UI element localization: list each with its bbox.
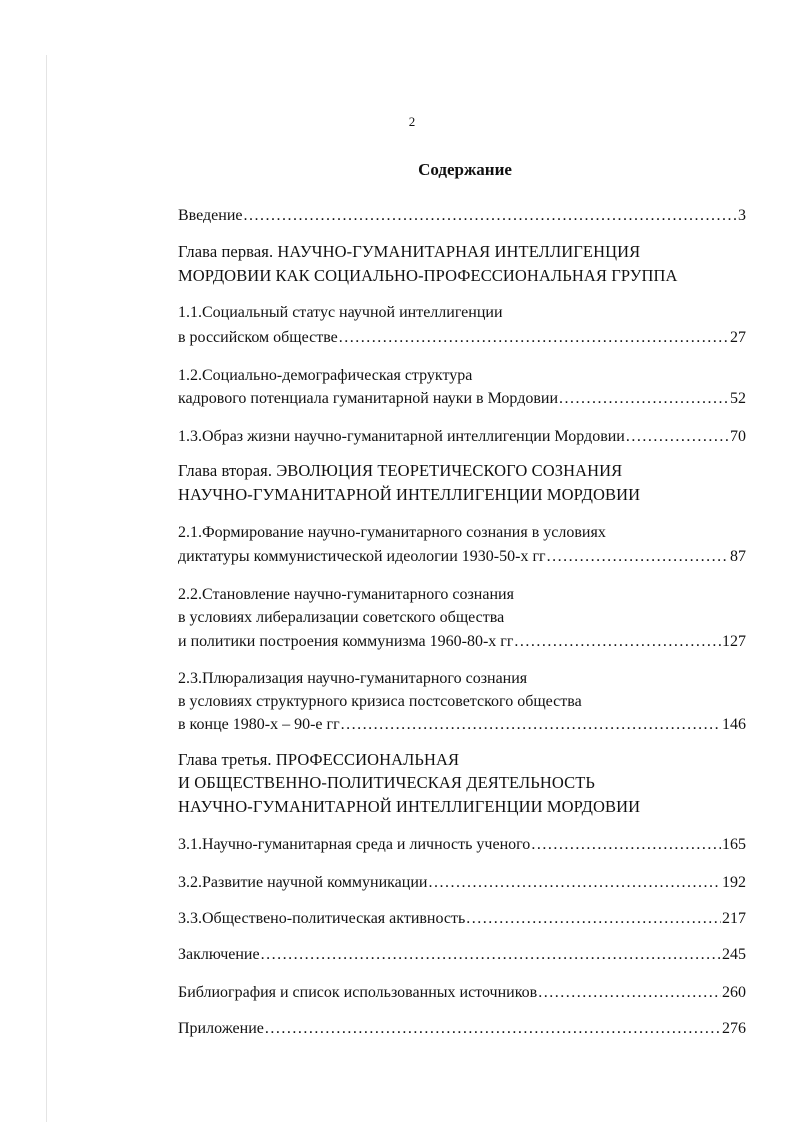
chapter-3-heading-line1[interactable]: Глава третья. ПРОФЕССИОНАЛЬНАЯ — [178, 750, 460, 769]
entry-page: 127 — [722, 633, 746, 650]
entry-text: в российском обществе — [178, 329, 338, 346]
toc-entry-2-3-line2[interactable]: в условиях структурного кризиса постсоветского общества — [178, 693, 582, 710]
toc-entry-2-2-line2[interactable]: в условиях либерализации советского общества — [178, 609, 505, 626]
page-number: 2 — [408, 114, 416, 129]
leader-dots — [466, 909, 721, 929]
page-edge — [46, 55, 47, 1122]
leader-dots — [339, 328, 729, 348]
toc-entry-bibliography[interactable] — [178, 983, 746, 1003]
chapter-3-heading-line2[interactable]: И ОБЩЕСТВЕННО-ПОЛИТИЧЕСКАЯ ДЕЯТЕЛЬНОСТЬ — [178, 773, 595, 792]
leader-dots — [261, 945, 721, 965]
entry-page: 192 — [722, 874, 746, 891]
toc-entry-2-3-line1[interactable]: 2.3.Плюрализация научно-гуманитарного сознания — [178, 670, 528, 687]
toc-entry-2-2-line1[interactable]: 2.2.Становление научно-гуманитарного сознания — [178, 586, 514, 603]
entry-text: 3.3.Общественo-политическая активность — [178, 910, 466, 927]
entry-page: 70 — [730, 428, 746, 445]
leader-dots — [538, 983, 721, 1003]
leader-dots — [341, 715, 721, 735]
leader-dots — [428, 873, 721, 893]
entry-text: Заключение — [178, 946, 260, 963]
leader-dots — [626, 427, 729, 447]
toc-entry-3-1[interactable] — [178, 835, 746, 855]
entry-page: 217 — [722, 910, 746, 927]
toc-entry-1-2[interactable] — [178, 389, 746, 409]
toc-entry-2-3[interactable] — [178, 715, 746, 735]
chapter-1-heading-line2[interactable]: МОРДОВИИ КАК СОЦИАЛЬНО-ПРОФЕССИОНАЛЬНАЯ ГРУППА — [178, 266, 678, 285]
entry-page: 165 — [722, 836, 746, 853]
leader-dots — [514, 632, 721, 652]
leader-dots — [244, 206, 738, 226]
toc-entry-2-1[interactable] — [178, 547, 746, 567]
leader-dots — [531, 835, 721, 855]
entry-page: 245 — [722, 946, 746, 963]
leader-dots — [265, 1019, 721, 1039]
chapter-2-heading-line2[interactable]: НАУЧНО-ГУМАНИТАРНОЙ ИНТЕЛЛИГЕНЦИИ МОРДОВИИ — [178, 485, 641, 504]
chapter-2-heading-line1[interactable]: Глава вторая. ЭВОЛЮЦИЯ ТЕОРЕТИЧЕСКОГО СОЗНАНИЯ — [178, 461, 623, 480]
entry-text: 1.3.Образ жизни научно-гуманитарной интеллигенции Мордовии — [178, 428, 625, 445]
toc-entry-1-1-line1[interactable]: 1.1.Социальный статус научной интеллигенции — [178, 304, 503, 321]
entry-text: 3.1.Научно-гуманитарная среда и личность ученого — [178, 836, 531, 853]
entry-text: диктатуры коммунистической идеологии 1930-50-х гг — [178, 548, 546, 565]
entry-page: 52 — [730, 390, 746, 407]
entry-page: 260 — [722, 984, 746, 1001]
entry-page: 87 — [730, 548, 746, 565]
toc-entry-conclusion[interactable] — [178, 945, 746, 965]
toc-entry-1-1[interactable] — [178, 328, 746, 348]
entry-text: Приложение — [178, 1020, 264, 1037]
toc-entry-2-2[interactable] — [178, 632, 746, 652]
leader-dots — [547, 547, 729, 567]
entry-page: 3 — [738, 207, 746, 224]
entry-page: 27 — [730, 329, 746, 346]
entry-text: и политики построения коммунизма 1960-80-х гг — [178, 633, 514, 650]
chapter-1-heading-line1[interactable]: Глава первая. НАУЧНО-ГУМАНИТАРНАЯ ИНТЕЛЛИГЕНЦИЯ — [178, 242, 641, 261]
toc-entry-3-2[interactable] — [178, 873, 746, 893]
toc-entry-1-3[interactable] — [178, 427, 746, 447]
chapter-3-heading-line3[interactable]: НАУЧНО-ГУМАНИТАРНОЙ ИНТЕЛЛИГЕНЦИИ МОРДОВИИ — [178, 797, 641, 816]
entry-page: 276 — [722, 1020, 746, 1037]
entry-text: 3.2.Развитие научной коммуникации — [178, 874, 428, 891]
entry-text: Введение — [178, 207, 243, 224]
toc-entry-1-2-line1[interactable]: 1.2.Социально-демографическая структура — [178, 367, 473, 384]
toc-entry-2-1-line1[interactable]: 2.1.Формирование научно-гуманитарного сознания в условиях — [178, 524, 606, 541]
entry-text: в конце 1980-х – 90-е гг — [178, 716, 340, 733]
toc-title: Содержание — [418, 160, 512, 179]
entry-page: 146 — [722, 716, 746, 733]
entry-text: кадрового потенциала гуманитарной науки в Мордовии — [178, 390, 559, 407]
entry-text: Библиография и список использованных источников — [178, 984, 538, 1001]
toc-entry-3-3[interactable] — [178, 909, 746, 929]
toc-entry-introduction[interactable] — [178, 206, 746, 226]
leader-dots — [559, 389, 729, 409]
toc-entry-appendix[interactable] — [178, 1019, 746, 1039]
